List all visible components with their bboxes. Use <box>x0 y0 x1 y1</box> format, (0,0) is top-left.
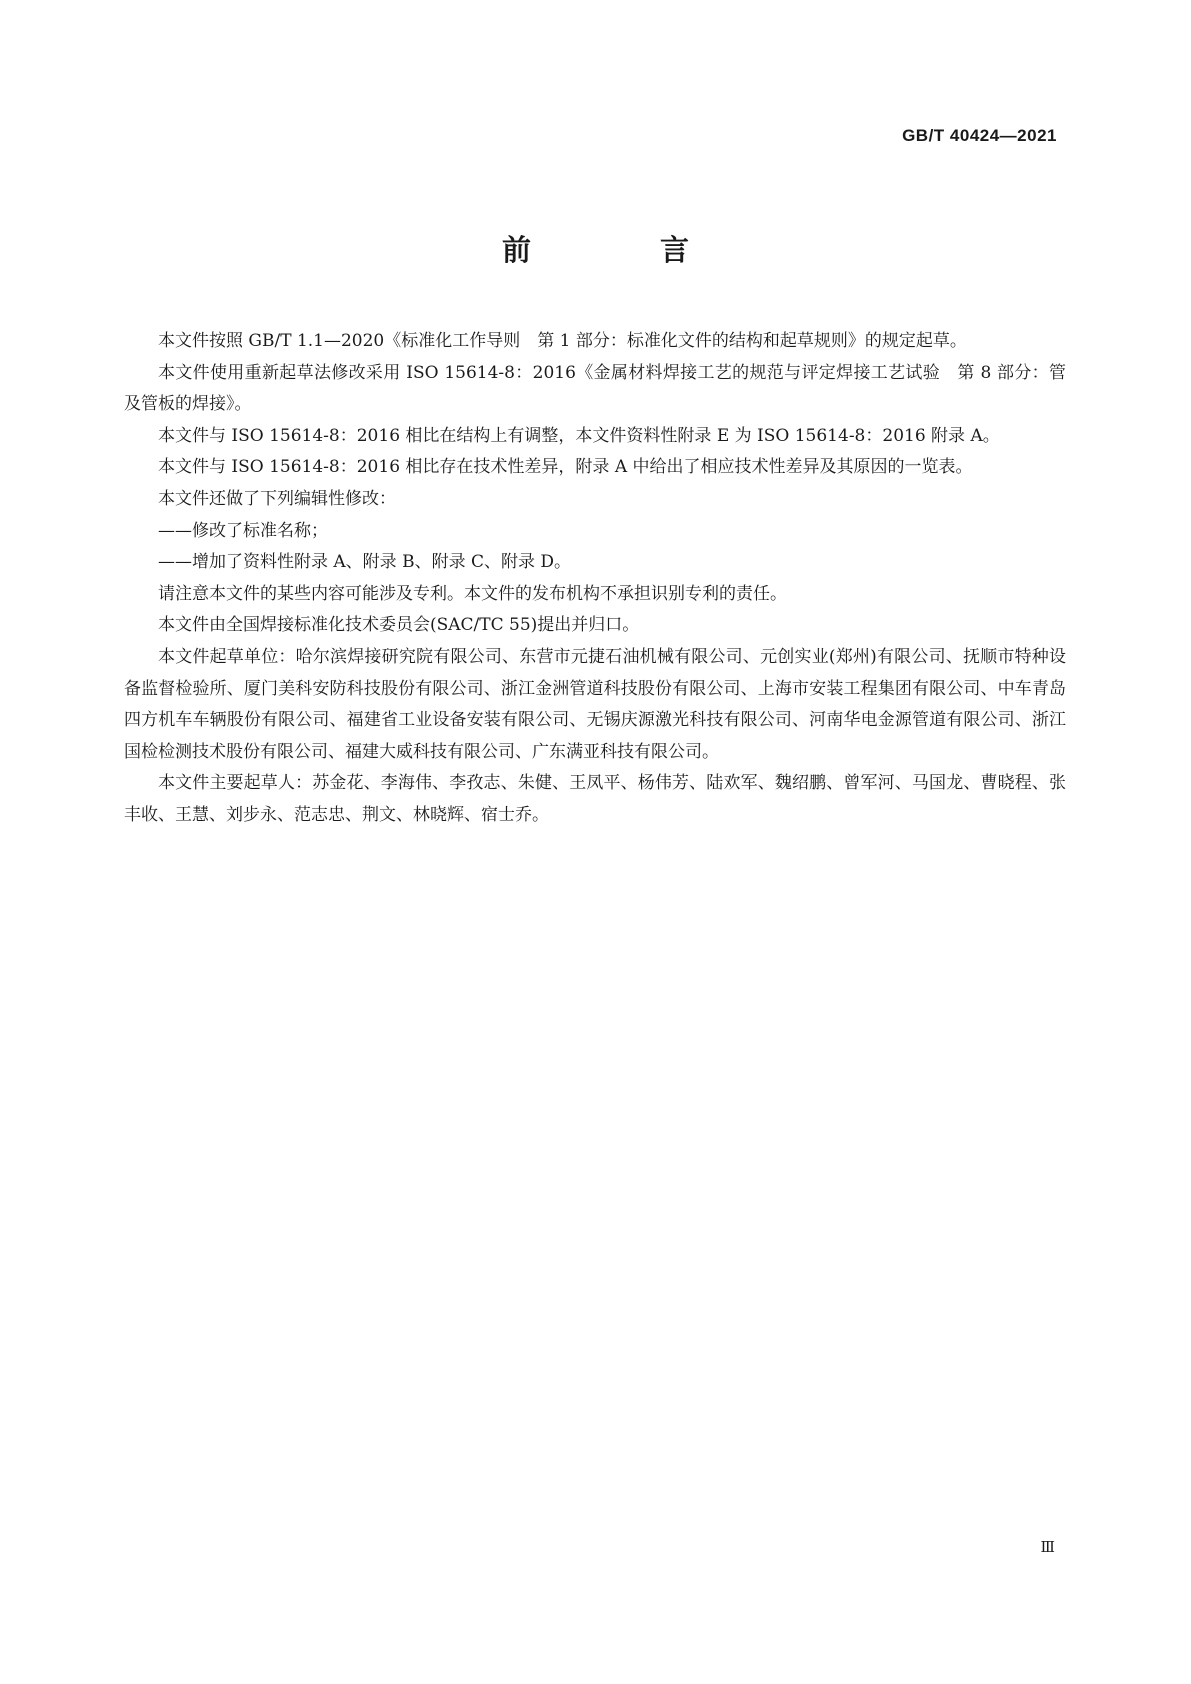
paragraph-technical-differences: 本文件与 ISO 15614-8：2016 相比存在技术性差异，附录 A 中给出了相应技术性差异及其原因的一览表。 <box>158 457 973 478</box>
paragraph-committee: 本文件由全国焊接标准化技术委员会(SAC/TC 55)提出并归口。 <box>158 615 640 636</box>
paragraph-drafters: 本文件主要起草人：苏金花、李海伟、李孜志、朱健、王凤平、杨伟芳、陆欢军、魏绍鹏、曾军河、马国龙、曹晓程、张丰收、王慧、刘步永、范志忠、荆文、林晓辉、宿士乔。 <box>124 773 1066 825</box>
list-item-annexes-added: ——增加了资料性附录 A、附录 B、附录 C、附录 D。 <box>158 552 572 573</box>
page-number: Ⅲ <box>1040 1538 1055 1556</box>
paragraph-adoption: 本文件使用重新起草法修改采用 ISO 15614-8：2016《金属材料焊接工艺的规范与评定焊接工艺试验 第 8 部分：管及管板的焊接》。 <box>124 362 1066 415</box>
paragraph-editorial-changes: 本文件还做了下列编辑性修改： <box>158 488 396 509</box>
preface-body <box>124 326 1066 832</box>
paragraph-patent-notice: 请注意本文件的某些内容可能涉及专利。本文件的发布机构不承担识别专利的责任。 <box>158 583 787 604</box>
standard-code: GB/T 40424—2021 <box>902 126 1057 145</box>
paragraph-structure-change: 本文件与 ISO 15614-8：2016 相比在结构上有调整，本文件资料性附录 E 为 ISO 15614-8：2016 附录 A。 <box>158 425 1000 446</box>
list-item-name-change: ——修改了标准名称； <box>158 520 328 541</box>
page-title: 前 言 <box>501 233 739 267</box>
paragraph-drafting-organizations: 本文件起草单位：哈尔滨焊接研究院有限公司、东营市元捷石油机械有限公司、元创实业(郑州)有限公司、抚顺市特种设备监督检验所、厦门美科安防科技股份有限公司、浙江金洲管道科技股份有限公司、上海市安装工程集团有限公司、中车青岛四方机车车辆股份有限公司、福建省工业设备安装有限公司、无锡庆源激光科技有限公司、河南华电金源管道有限公司、浙江国检检测技术股份有限公司、福建大威科技有限公司、广东满亚科技有限公司。 <box>124 646 1066 762</box>
paragraph-drafting-rules: 本文件按照 GB/T 1.1—2020《标准化工作导则 第 1 部分：标准化文件的结构和起草规则》的规定起草。 <box>158 331 967 351</box>
